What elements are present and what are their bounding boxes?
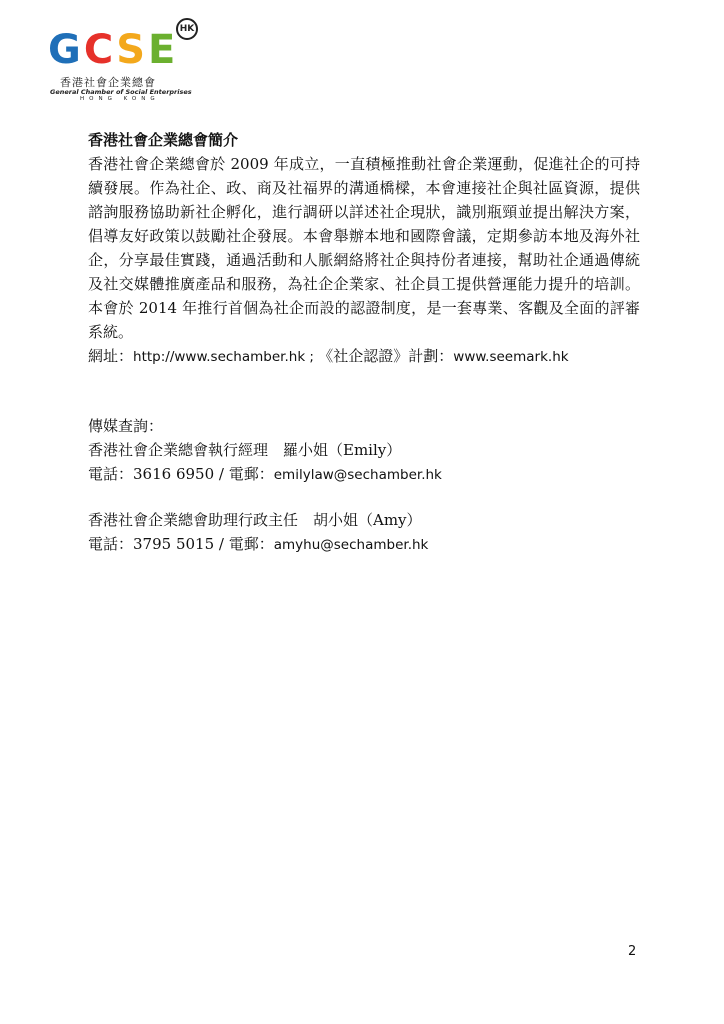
logo-letter-e: E: [148, 27, 177, 73]
page-number: 2: [628, 944, 637, 959]
contact-separator: /: [214, 535, 229, 553]
logo-letter-c: C: [83, 27, 115, 73]
logo-chinese-name: 香港社會企業總會: [60, 76, 156, 89]
contact-separator: /: [214, 465, 229, 483]
email-label: 電郵：: [228, 535, 274, 553]
website-separator: ;: [305, 349, 319, 365]
contact-2-details: [88, 532, 640, 557]
logo-english-name: General Chamber of Social Enterprises: [50, 88, 192, 96]
mark-label: 《社企認證》計劃：: [318, 347, 454, 365]
media-heading: 傳媒查詢：: [88, 417, 164, 435]
mark-link[interactable]: www.seemark.hk: [453, 349, 569, 365]
contact-1-email[interactable]: emilylaw@sechamber.hk: [273, 467, 442, 483]
logo-letter-s: S: [116, 27, 147, 73]
contact-2-title: 香港社會企業總會助理行政主任 胡小姐（Amy）: [88, 511, 422, 529]
hk-badge: HK: [176, 18, 198, 40]
website-line: [88, 344, 640, 369]
logo-region: HONG KONG: [80, 96, 160, 102]
contact-2-phone: 3795 5015: [133, 535, 215, 553]
website-label: 網址：: [88, 347, 134, 365]
intro-heading: 香港社會企業總會簡介: [88, 131, 239, 149]
contact-2-email[interactable]: amyhu@sechamber.hk: [273, 537, 429, 553]
logo-letter-g: G: [48, 27, 82, 73]
contact-1-title: 香港社會企業總會執行經理 羅小姐（Emily）: [88, 441, 402, 459]
logo-letters: [48, 27, 177, 73]
intro-paragraph: 香港社會企業總會於 2009 年成立，一直積極推動社會企業運動，促進社企的可持續發展。作為社企、政、商及社福界的溝通橋樑，本會連接社企與社區資源，提供諮詢服務協助新社企孵化，進行調研以詳述社企現狀，識別瓶頸並提出解決方案，倡導友好政策以鼓勵社企發展。本會舉辦本地和國際會議，定期參訪本地及海外社企，分享最佳實踐，通過活動和人脈網絡將社企與持份者連接，幫助社企通過傳統及社交媒體推廣產品和服務，為社企企業家、社企員工提供營運能力提升的培訓。本會於 2014 年推行首個為社企而設的認證制度，是一套專業、客觀及全面的評審系統。: [88, 155, 640, 341]
phone-label: 電話：: [88, 535, 134, 553]
gcse-logo: [48, 16, 208, 102]
contact-1-phone: 3616 6950: [133, 465, 215, 483]
email-label: 電郵：: [228, 465, 274, 483]
website-link[interactable]: http://www.sechamber.hk: [133, 349, 306, 365]
document-body: [88, 128, 640, 557]
contact-1-details: [88, 462, 640, 487]
phone-label: 電話：: [88, 465, 134, 483]
